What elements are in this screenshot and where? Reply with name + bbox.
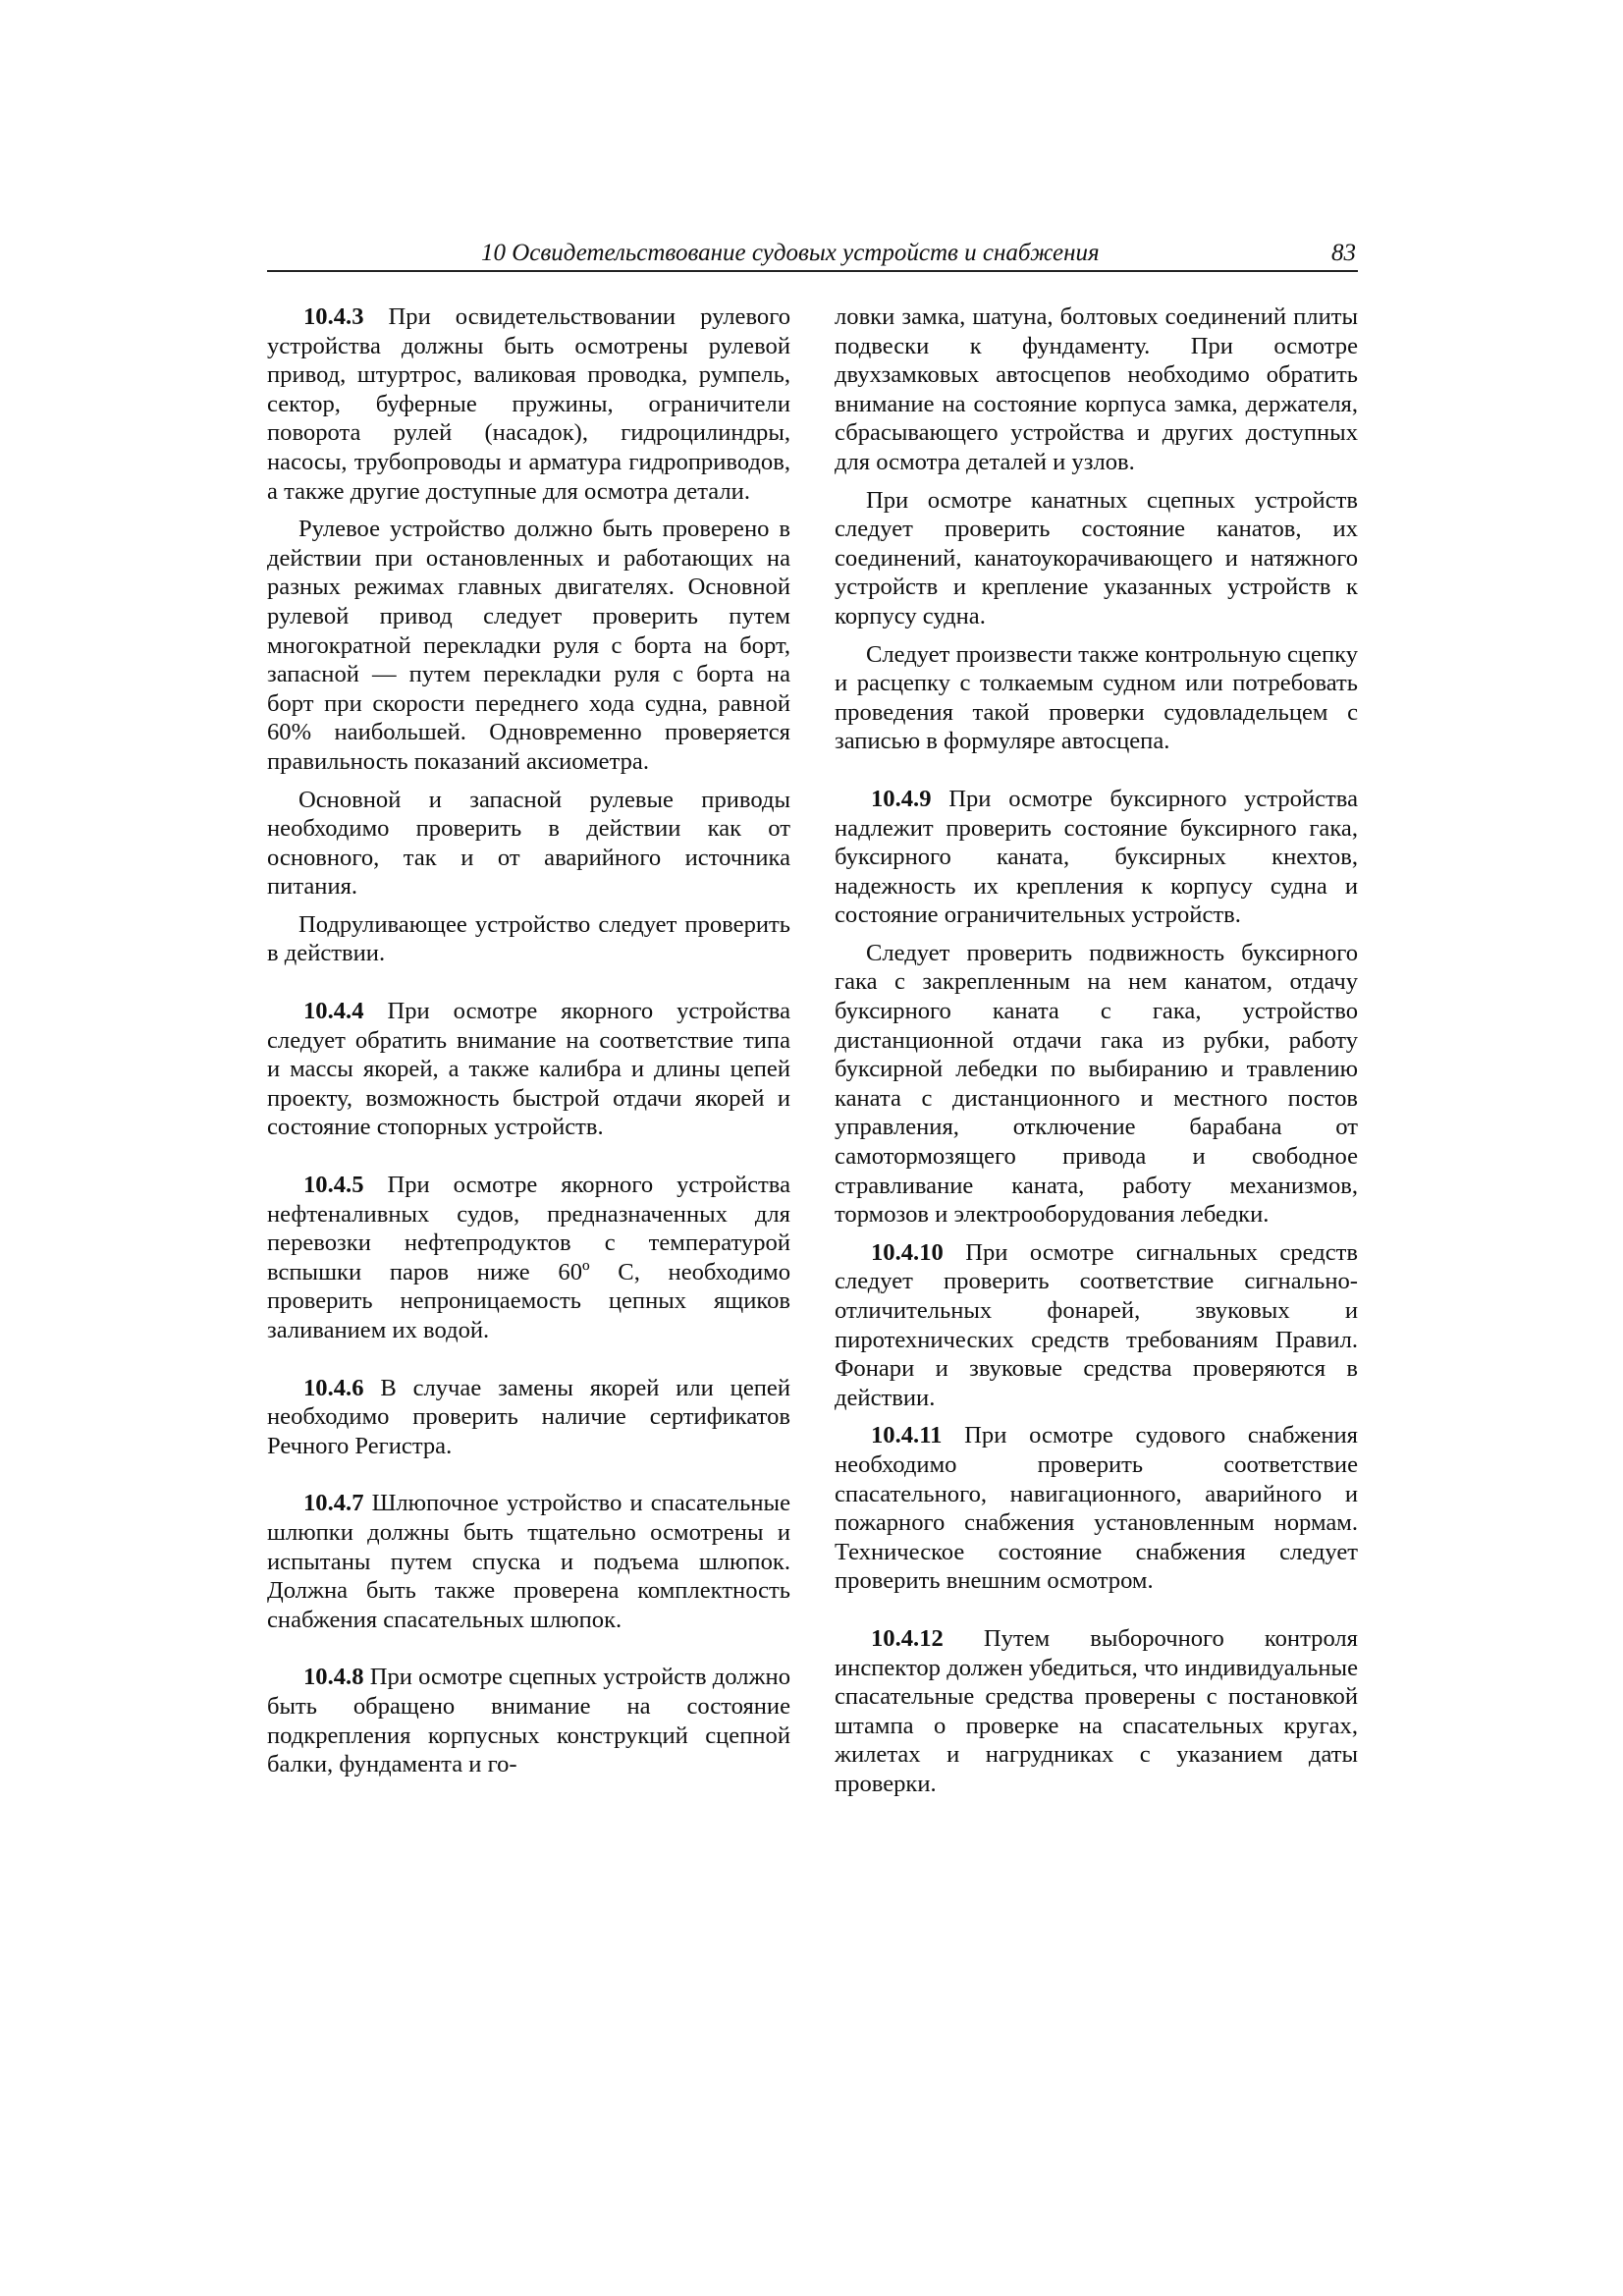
left-column [267,302,790,1779]
paragraph-text: Следует проверить подвижность буксирного гака с закрепленным на нем канатом, отдачу буксирного каната с гака, устройство дистанционной отдачи гака из рубки, работу буксирной лебедки по выбиранию и травлению каната с дистанционного и местного постов управления, отключение барабана от самотормозящего привода и свободное стравливание каната, работу механизмов, тормозов и электрооборудования лебедки. [835,939,1358,1229]
running-header [267,239,1358,272]
clause-number: 10.4.6 [303,1374,364,1401]
paragraph-10-4-5 [267,1171,790,1345]
paragraph-continuation [835,302,1358,477]
clause-number: 10.4.4 [303,998,364,1025]
paragraph-text: Шлюпочное устройство и спасательные шлюпки должны быть тщательно осмотрены и испытаны путем спуска и подъема шлюпок. Должна быть также проверена комплектность снабжения спасательных шлюпок. [267,1490,790,1633]
clause-number: 10.4.9 [871,785,932,812]
clause-number: 10.4.3 [303,303,364,330]
paragraph-10-4-11 [835,1421,1358,1596]
paragraph-text: При осмотре якорного устройства нефтеналивных судов, предназначенных для перевозки нефтепродуктов с температурой вспышки паров ниже 60º С, необходимо проверить непроницаемость цепных ящиков заливанием их водой. [267,1172,790,1343]
clause-number: 10.4.8 [303,1664,364,1691]
paragraph-text: При освидетельствовании рулевого устройства должны быть осмотрены рулевой привод, штуртрос, валиковая проводка, румпель, сектор, буферные пружины, ограничители поворота рулей (насадок), гидроцилиндры, насосы, трубопроводы и арматура гидроприводов, а также другие доступные для осмотра детали. [267,303,790,505]
paragraph-text: При осмотре судового снабжения необходимо проверить соответствие спасательного, навигационного, аварийного и пожарного снабжения установленным нормам. Техническое состояние снабжения следует проверить внешним осмотром. [835,1422,1358,1595]
paragraph-text: Следует произвести также контрольную сцепку и расцепку с толкаемым судном или потребовать проведения такой проверки судовладельцем с записью в формуляре автосцепа. [835,640,1358,755]
paragraph-steering-power [267,786,790,902]
paragraph-towing-hook [835,939,1358,1230]
clause-number: 10.4.11 [871,1422,943,1449]
paragraph-10-4-7 [267,1489,790,1634]
paragraph-10-4-12 [835,1624,1358,1799]
paragraph-10-4-9 [835,785,1358,930]
paragraph-control-coupling [835,640,1358,756]
paragraph-text: Путем выборочного контроля инспектор должен убедиться, что индивидуальные спасательные средства проверены с постановкой штампа о проверке на спасательных кругах, жилетах и нагрудниках с указанием даты проверки. [835,1624,1358,1797]
paragraph-text: Рулевое устройство должно быть проверено в действии при остановленных и работающих на разных режимах главных двигателях. Основной рулевой привод следует проверить путем многократной перекладки руля с борта на борт, запасной — путем перекладки руля с борта на борт при скорости переднего хода судна, равной 60% наибольшей. Одновременно проверяется правильность показаний аксиометра. [267,516,790,775]
paragraph-10-4-10 [835,1238,1358,1413]
paragraph-10-4-8 [267,1663,790,1778]
paragraph-10-4-4 [267,997,790,1142]
paragraph-steering-test [267,515,790,776]
right-column [835,302,1358,1799]
paragraph-text: В случае замены якорей или цепей необходимо проверить наличие сертификатов Речного Регистра. [267,1374,790,1459]
paragraph-10-4-3 [267,302,790,506]
paragraph-text: При осмотре сигнальных средств следует проверить соответствие сигнально-отличительных фонарей, звуковых и пиротехнических средств требованиям Правил. Фонари и звуковые средства проверяются в действии. [835,1238,1358,1411]
paragraph-text: При осмотре якорного устройства следует обратить внимание на соответствие типа и массы якорей, а также калибра и длины цепей проекту, возможность быстрой отдачи якорей и состояние стопорных устройств. [267,998,790,1141]
clause-number: 10.4.7 [303,1490,364,1517]
running-header-title: 10 Освидетельствование судовых устройств и снабжения [481,240,1100,266]
paragraph-text: При осмотре сцепных устройств должно быть обращено внимание на состояние подкрепления корпусных конструкций сцепной балки, фундамента и го- [267,1664,790,1778]
clause-number: 10.4.5 [303,1172,364,1199]
paragraph-thruster [267,910,790,968]
paragraph-text: Подруливающее устройство следует проверить в действии. [267,910,790,967]
clause-number: 10.4.10 [871,1238,944,1266]
paragraph-text: Основной и запасной рулевые приводы необходимо проверить в действии как от основного, так и от аварийного источника питания. [267,786,790,901]
page-number: 83 [1331,240,1356,266]
paragraph-text: ловки замка, шатуна, болтовых соединений плиты подвески к фундаменту. При осмотре двухзамковых автосцепов необходимо обратить внимание на состояние корпуса замка, держателя, сбрасывающего устройства и других доступных для осмотра деталей и узлов. [835,303,1358,475]
paragraph-text: При осмотре буксирного устройства надлежит проверить состояние буксирного гака, буксирного каната, буксирных кнехтов, надежность их крепления к корпусу судна и состояние ограничительных устройств. [835,785,1358,929]
paragraph-rope-coupling [835,486,1358,631]
paragraph-text: При осмотре канатных сцепных устройств следует проверить состояние канатов, их соединений, канатоукорачивающего и натяжного устройств и крепление указанных устройств к корпусу судна. [835,486,1358,629]
clause-number: 10.4.12 [871,1624,944,1652]
paragraph-10-4-6 [267,1374,790,1461]
